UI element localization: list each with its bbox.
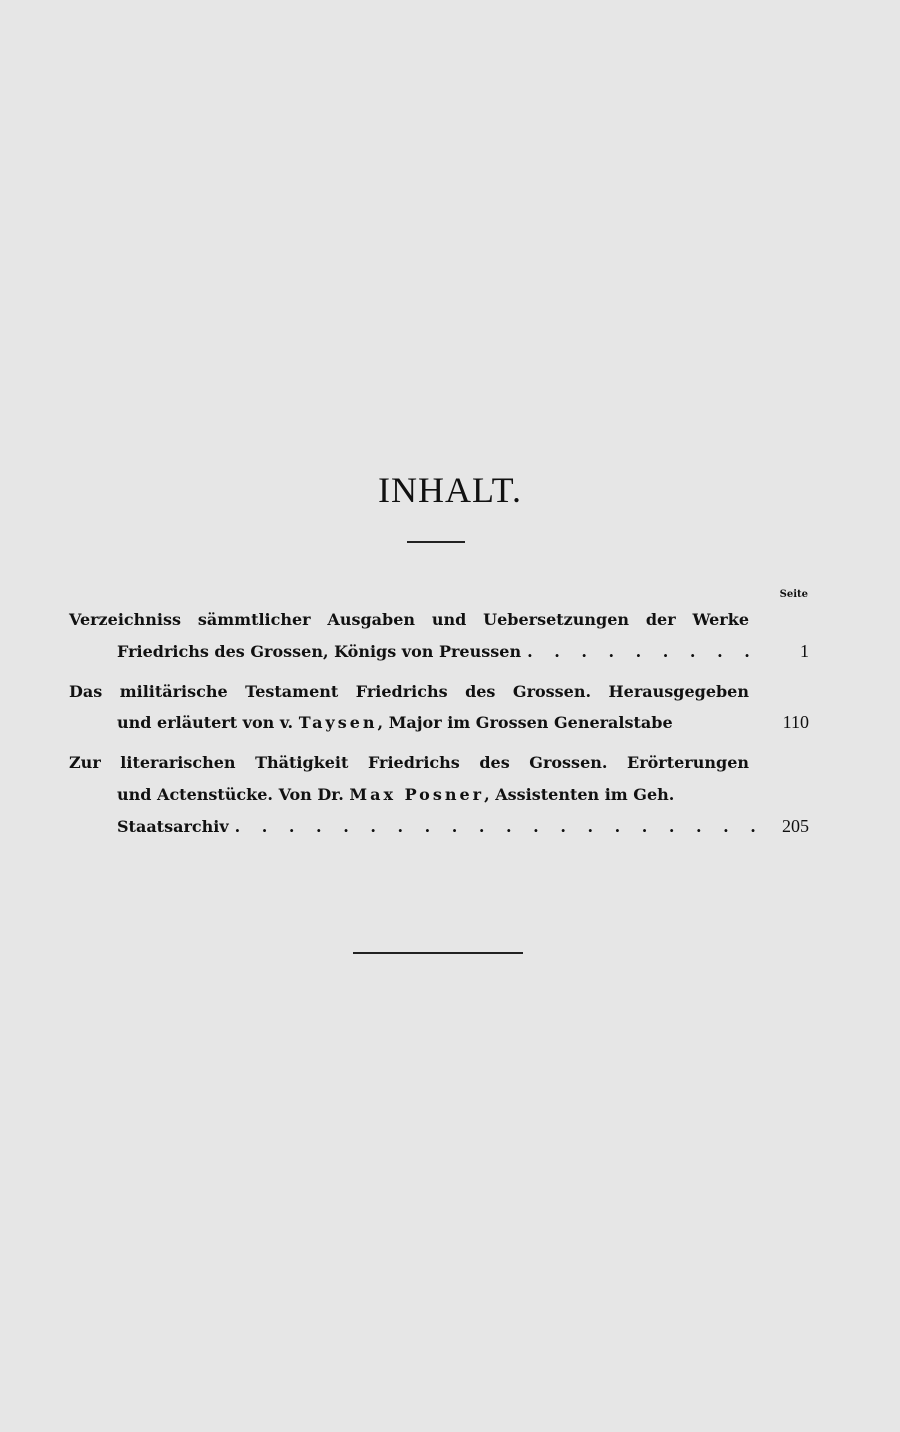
leader-dots	[235, 811, 767, 843]
leader-dots	[527, 636, 767, 668]
page-title: INHALT.	[378, 470, 522, 510]
toc-entry-3-line-2-end: , Assistenten im Geh.	[484, 784, 675, 804]
toc-entry-3-line-2-start: und Actenstücke. Von Dr.	[117, 784, 344, 804]
toc-entry-2-line-1: Das militärische Testament Friedrichs des Grossen. Herausgegeben	[69, 681, 749, 701]
toc-entry-3-author: Max Posner	[349, 784, 485, 804]
toc-entry-2-line-2-start: und erläutert von v.	[117, 713, 294, 733]
toc-entry-3-line-3: Staatsarchiv	[117, 816, 229, 836]
page-column-label: Seite	[779, 589, 808, 600]
toc-entry-1-page: 1	[800, 640, 809, 661]
toc-entry-2-line-2-end: , Major im Grossen Generalstabe	[377, 713, 673, 733]
toc-entry-1	[69, 604, 809, 668]
toc-entry-3-page: 205	[782, 815, 809, 836]
toc-entry-2-author: Taysen	[298, 713, 378, 733]
toc-entry-1-line-2: Friedrichs des Grossen, Königs von Preussen	[117, 641, 522, 661]
toc-entry-3-line-1: Zur literarischen Thätigkeit Friedrichs des Grossen. Erörterungen	[69, 753, 749, 773]
title-rule	[407, 541, 465, 543]
toc-entry-1-line-1: Verzeichniss sämmtlicher Ausgaben und Uebersetzungen der Werke	[69, 610, 749, 629]
table-of-contents	[69, 604, 809, 851]
toc-entry-2-page: 110	[782, 712, 809, 733]
toc-entry-3	[69, 747, 809, 842]
closing-rule	[353, 952, 523, 954]
toc-entry-2	[69, 676, 809, 740]
